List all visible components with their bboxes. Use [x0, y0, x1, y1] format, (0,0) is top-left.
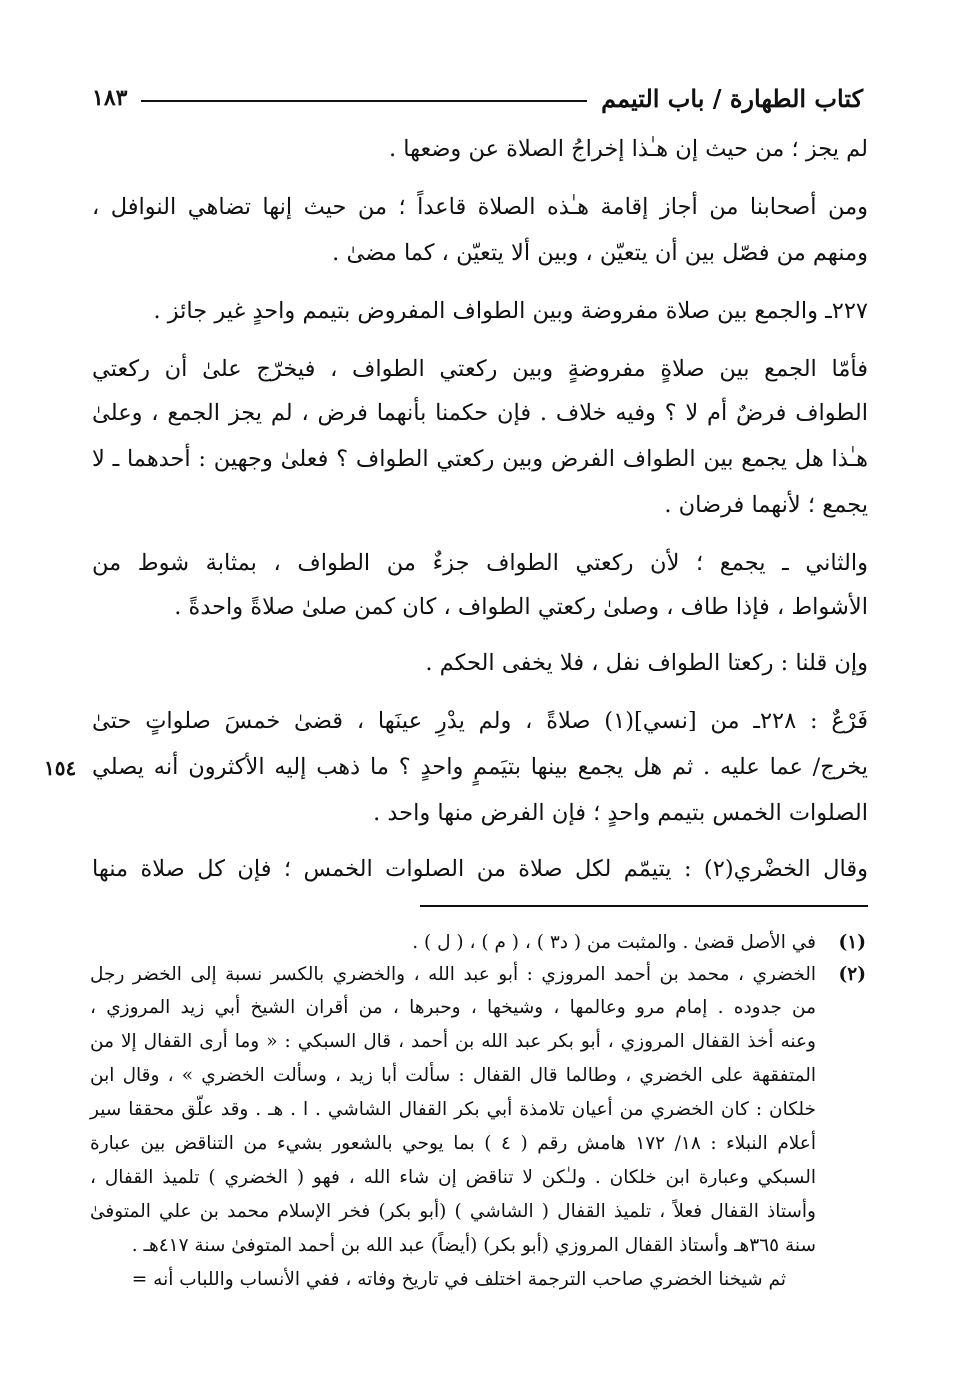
- text-line: الطواف فرضٌ أم لا ؟ وفيه خلاف . فإن حكمنا بأنهما فرض ، لم يجز الجمع ، وعلىٰ: [92, 400, 868, 426]
- running-header: [92, 78, 863, 118]
- text-line: ٢٢٧ـ والجمع بين صلاة مفروضة وبين الطواف المفروض بتيمم واحدٍ غير جائز .: [153, 298, 868, 324]
- footnote-line: أعلام النبلاء : ١٨/ ١٧٢ هامش رقم ( ٤ ) بما يوحي بالشعور بشيء من التناقض بين عبارة: [90, 1133, 816, 1154]
- text-line: يخرج/ عما عليه . ثم هل يجمع بينها بتيَممٍ واحدٍ ؟ ما ذهب إليه الأكثرون أنه يصلي: [92, 754, 868, 780]
- text-line: يجمع ؛ لأنهما فرضان .: [664, 492, 868, 518]
- footnote-separator: [420, 905, 868, 907]
- footnote-line: المتفقهة على الخضري ، وطالما قال القفال : سألت أبا زيد ، وسألت الخضري » ، وقال ابن: [90, 1065, 816, 1086]
- footnote-line: السبكي وعبارة ابن خلكان . ولـٰكن لا تناقض إن شاء الله ، فهو ( الخضري ) تلميذ القفال ،: [90, 1167, 816, 1188]
- footnote-line: وعنه أخذ القفال المروزي ، أبو بكر عبد الله بن أحمد ، قال السبكي : « وما أرى القفال إلا من: [90, 1031, 816, 1052]
- text-line: وإن قلنا : ركعتا الطواف نفل ، فلا يخفى الحكم .: [425, 650, 868, 676]
- page-number: ١٨٣: [92, 85, 128, 111]
- footnote-line: خلكان : كان الخضري من أعيان تلامذة أبي بكر القفال الشاشي . ا . هـ . وقد علّق محققا سير: [90, 1099, 816, 1120]
- text-line: الصلوات الخمس بتيمم واحدٍ ؛ فإن الفرض منها واحد .: [373, 800, 868, 826]
- text-line: ومنهم من فصّل بين أن يتعيّن ، وبين ألا يتعيّن ، كما مضىٰ .: [332, 240, 868, 266]
- text-line: فأمّا الجمع بين صلاةٍ مفروضةٍ وبين ركعتي الطواف ، فيخرّج علىٰ أن ركعتي: [92, 356, 868, 382]
- text-line: ومن أصحابنا من أجاز إقامة هـٰذه الصلاة قاعداً ؛ من حيث إنها تضاهي النوافل ،: [92, 194, 868, 220]
- text-line: والثاني ـ يجمع ؛ لأن ركعتي الطواف جزءٌ من الطواف ، بمثابة شوط من: [92, 550, 868, 576]
- footnote-number: (١): [838, 932, 866, 953]
- text-line: الأشواط ، فإذا طاف ، وصلىٰ ركعتي الطواف ، كان كمن صلىٰ صلاةً واحدةً .: [174, 594, 868, 620]
- manuscript-folio-marker: ١٥٤: [44, 756, 77, 780]
- text-line: وقال الخضْري(٢) : يتيمّم لكل صلاة من الصلوات الخمس ؛ فإن كل صلاة منها: [92, 856, 868, 882]
- footnote-number: (٢): [838, 964, 866, 985]
- footnote-line: من جدوده . إمام مرو وعالمها ، وشيخها ، وحبرها ، من أقران الشيخ أبي زيد المروزي ،: [90, 997, 816, 1018]
- footnote-line: ثم شيخنا الخضري صاحب الترجمة اختلف في تاريخ وفاته ، ففي الأنساب واللباب أنه =: [131, 1269, 786, 1290]
- header-rule: [141, 100, 587, 102]
- text-line: فَرْعٌ : ٢٢٨ـ من [نسي](١) صلاةً ، ولم يدْرِ عينَها ، قضىٰ خمسَ صلواتٍ حتىٰ: [92, 708, 868, 734]
- text-line: لم يجز ؛ من حيث إن هـٰذا إخراجُ الصلاة عن وضعها .: [388, 136, 868, 162]
- footnote-line: في الأصل قضىٰ . والمثبت من ( د٣ ) ، ( م ) ، ( ل ) .: [412, 932, 816, 953]
- footnote-line: وأستاذ القفال فعلاً ، تلميذ القفال ( الشاشي ) (أبو بكر) فخر الإسلام محمد بن علي المتوفىٰ: [90, 1201, 816, 1222]
- footnote-line: سنة ٣٦٥هـ وأستاذ القفال المروزي (أبو بكر) (أيضاً) عبد الله بن أحمد المتوفىٰ سنة ٤١٧هـ .: [131, 1235, 816, 1256]
- running-title: كتاب الطهارة / باب التيمم: [601, 83, 863, 113]
- text-line: هـٰذا هل يجمع بين الطواف الفرض وبين ركعتي الطواف ؟ فعلىٰ وجهين : أحدهما ـ لا: [92, 446, 868, 472]
- footnote-line: الخضري ، محمد بن أحمد المروزي : أبو عبد الله ، والخضري بالكسر نسبة إلى الخضر رجل: [90, 964, 816, 985]
